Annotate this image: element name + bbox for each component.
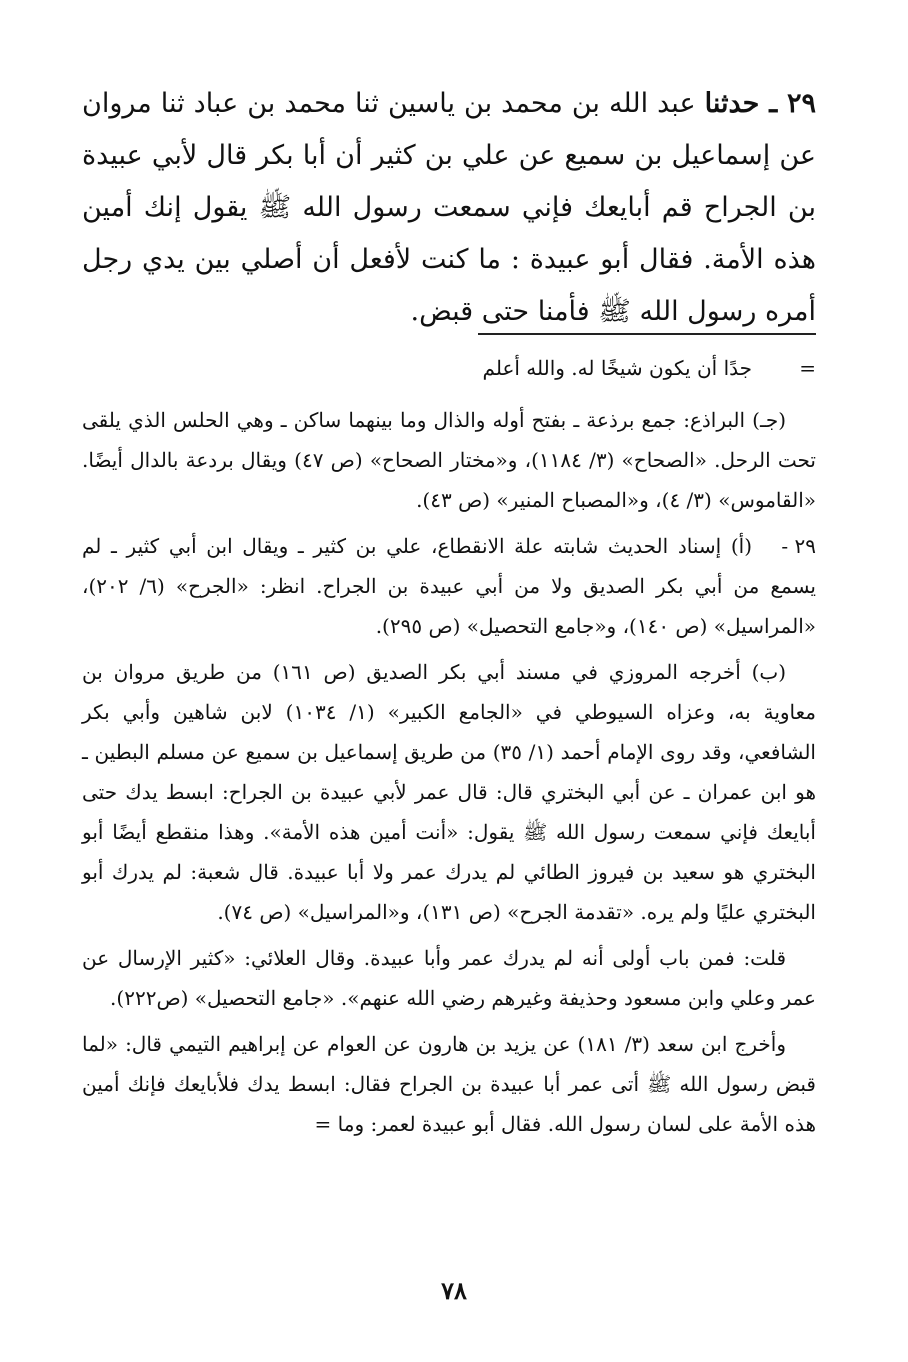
- footnotes: [82, 348, 816, 1144]
- footnote-qultu: قلت: فمن باب أولى أنه لم يدرك عمر وأبا عبيدة. وقال العلائي: «كثير الإرسال عن عمر وعلي وابن مسعود وحذيفة وغيرهم رضي الله عنهم». «جامع التحصيل» (ص٢٢٢).: [82, 946, 816, 1010]
- hadith-text: [82, 78, 816, 338]
- footnote-continuation: =جدًا أن يكون شيخًا له. والله أعلم: [82, 348, 816, 388]
- footnote-number: ٢٩ -: [781, 534, 816, 558]
- hadith-body: عبد الله بن محمد بن ياسين ثنا محمد بن عباد ثنا مروان عن إسماعيل بن سميع عن علي بن كثير أن أبا بكر قال لأبي عبيدة بن الجراح قم أبايعك فإني سمعت رسول الله ﷺ يقول إنك أمين هذه الأمة. فقال أبو عبيدة : ما كنت لأفعل أن أصلي بين يدي رجل أمره رسول الله ﷺ فأمنا حتى قبض.: [82, 88, 816, 327]
- footnote-29-ba: (ب) أخرجه المروزي في مسند أبي بكر الصديق (ص ١٦١) من طريق مروان بن معاوية به، وعزاه السيوطي في «الجامع الكبير» (١/ ١٠٣٤) لابن شاهين وأبي بكر الشافعي، وقد روى الإمام أحمد (١/ ٣٥) من طريق إسماعيل بن سميع عن مسلم البطين ـ هو ابن عمران ـ عن أبي البختري قال: قال عمر لأبي عبيدة بن الجراح: ابسط يدك حتى أبايعك فإني سمعت رسول الله ﷺ يقول: «أنت أمين هذه الأمة». وهذا منقطع أيضًا أبو البختري هو سعيد بن فيروز الطائي لم يدرك عمر ولا أبا عبيدة. قال شعبة: لم يدرك أبو البختري عليًا ولم يره. «تقدمة الجرح» (ص ١٣١)، و«المراسيل» (ص ٧٤).: [82, 660, 816, 924]
- footnote-29-alif: ٢٩ -(أ) إسناد الحديث شابته علة الانقطاع، علي بن كثير ـ ويقال ابن أبي كثير ـ لم يسمع من أبي بكر الصديق ولا من أبي عبيدة بن الجراح. انظر: «الجرح» (٦/ ٢٠٢)، «المراسيل» (ص ١٤٠)، و«جامع التحصيل» (ص ٢٩٥).: [82, 526, 816, 646]
- footnote-divider: [478, 333, 816, 335]
- page-number: ٧٨: [441, 1276, 467, 1305]
- footnote-ibn-saad: وأخرج ابن سعد (٣/ ١٨١) عن يزيد بن هارون عن العوام عن إبراهيم التيمي قال: «لما قبض رسول الله ﷺ أتى عمر أبا عبيدة بن الجراح فقال: ابسط يدك فلأبايعك فإنك أمين هذه الأمة على لسان رسول الله. فقال أبو عبيدة لعمر: وما =: [82, 1032, 816, 1136]
- footnote-jim: (جـ) البراذع: جمع برذعة ـ بفتح أوله والذال وما بينهما ساكن ـ وهي الحلس الذي يلقى تحت الرحل. «الصحاح» (٣/ ١١٨٤)، و«مختار الصحاح» (ص ٤٧) ويقال بردعة بالدال أيضًا. «القاموس» (٣/ ٤)، و«المصباح المنير» (ص ٤٣).: [82, 408, 816, 512]
- hadith-number: ٢٩ ـ حدثنا: [704, 88, 816, 119]
- continuation-marker: =: [799, 356, 816, 380]
